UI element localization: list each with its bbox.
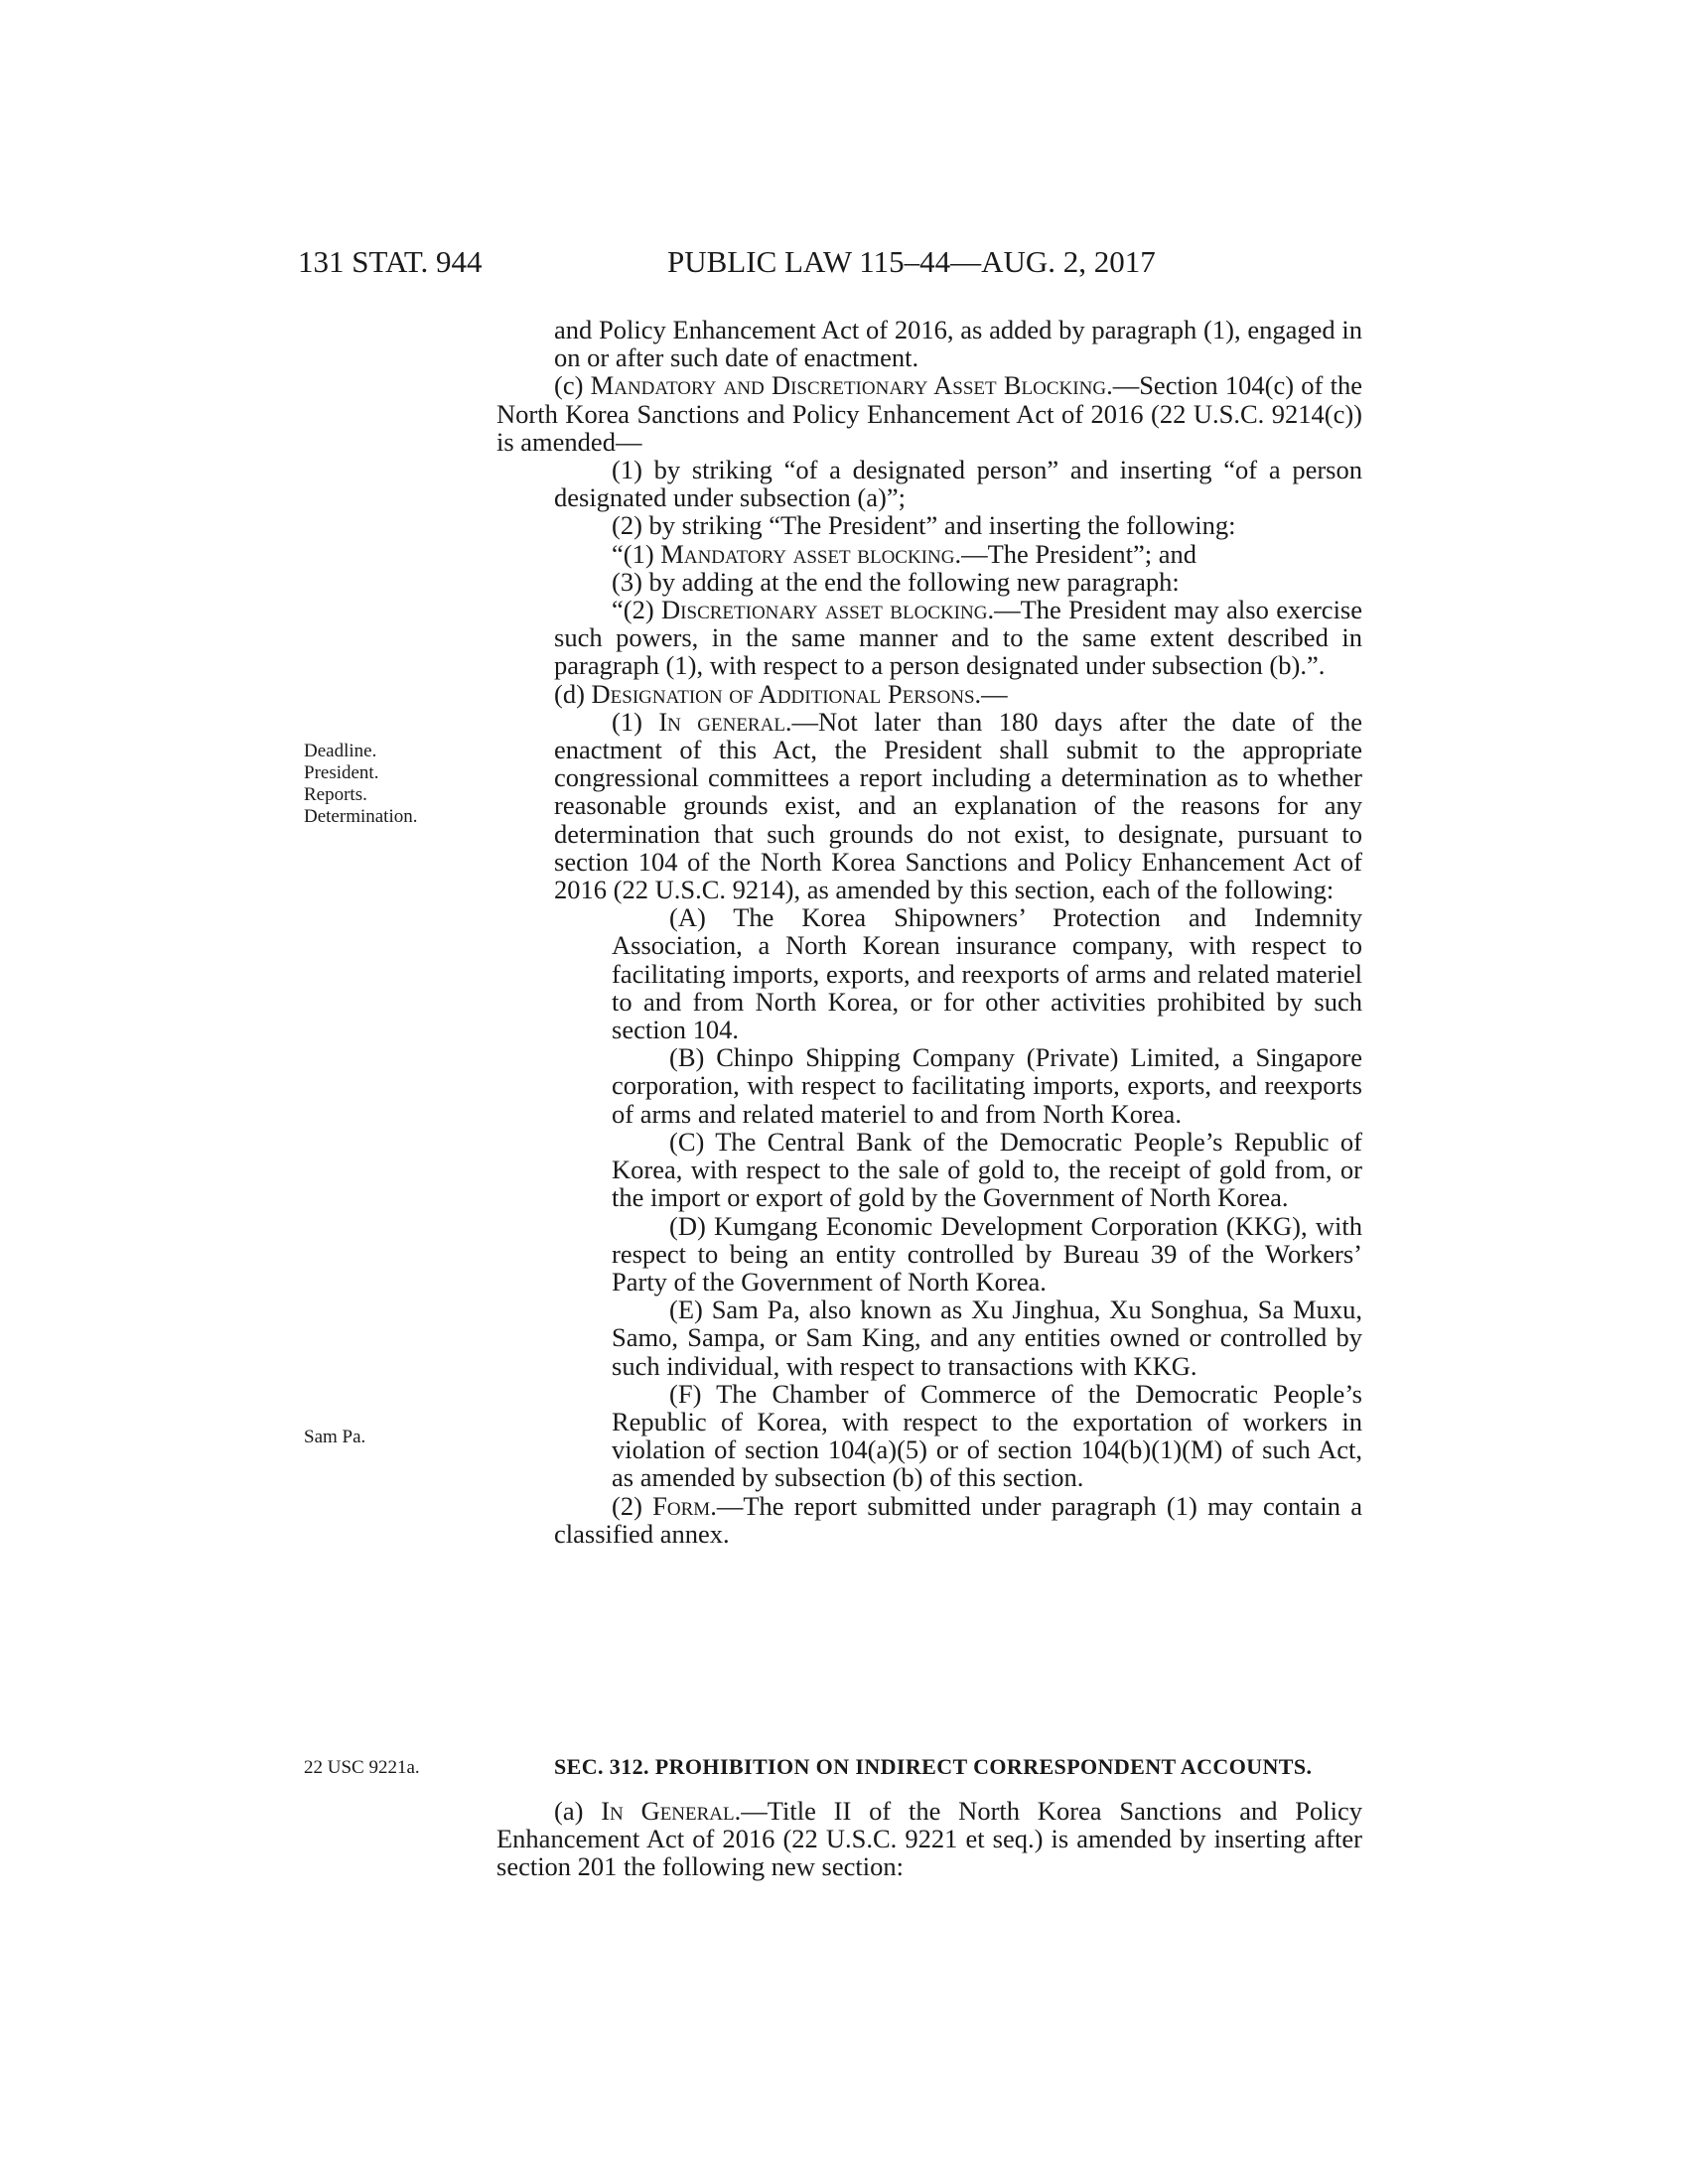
paragraph-d1: (1) In general.—Not later than 180 days after the date of the enactment of this Act, the President shall submit to the appropriate congressional committees a report including a determination as to whether reasonable grounds exist, and an explanation of the reasons for any determination that such grounds do not exist, to designate, pursuant to section 104 of the North Korea Sanctions and Policy Enhancement Act of 2016 (22 U.S.C. 9214), as amended by this section, each of the following: <box>554 706 1362 905</box>
paragraph-d: (d) Designation of Additional Persons.— <box>554 678 1008 709</box>
running-header: PUBLIC LAW 115–44—AUG. 2, 2017 <box>667 244 1156 279</box>
margin-note-sam-pa: Sam Pa. <box>304 1427 366 1447</box>
item-c: (C) The Central Bank of the Democratic People’s Republic of Korea, with respect to the sale of gold to, the receipt of gold from, or the import or export of gold by the Government of North Korea. <box>612 1126 1362 1213</box>
item-a: (A) The Korea Shipowners’ Protection and Indemnity Association, a North Korean insurance company, with respect to facilitating imports, exports, and reexports of arms and related materiel to and from North Korea, or for other activities prohibited by such section 104. <box>612 902 1362 1045</box>
margin-note-line: Reports. <box>304 784 367 805</box>
paragraph-c3-insert: “(2) Discretionary asset blocking.—The President may also exercise such powers, in the same manner and to the same extent described in paragraph (1), with respect to a person designated under subsection (b).”. <box>554 595 1363 681</box>
paragraph-c2-insert: “(1) Mandatory asset blocking.—The President”; and <box>612 538 1197 569</box>
paragraph-a: (a) In General.—Title II of the North Korea Sanctions and Policy Enhancement Act of 2016 (22 U.S.C. 9221 et seq.) is amended by inserting after section 201 the following new section: <box>496 1796 1362 1882</box>
paragraph-d2: (2) Form.—The report submitted under paragraph (1) may contain a classified annex. <box>554 1490 1362 1549</box>
item-d: (D) Kumgang Economic Development Corporation (KKG), with respect to being an entity controlled by Bureau 39 of the Workers’ Party of the Government of North Korea. <box>612 1210 1362 1297</box>
page-stat-number: 131 STAT. 944 <box>298 244 483 279</box>
section-312-body <box>496 1797 1362 1881</box>
section-heading: SEC. 312. PROHIBITION ON INDIRECT CORRESPONDENT ACCOUNTS. <box>554 1754 1313 1779</box>
item-f: (F) The Chamber of Commerce of the Democratic People’s Republic of Korea, with respect to the exportation of workers in violation of section 104(a)(5) or of section 104(b)(1)(M) of such Act, as amended by subsection (b) of this section. <box>612 1378 1362 1493</box>
paragraph-c2: (2) by striking “The President” and inserting the following: <box>612 510 1236 541</box>
margin-note-deadline <box>304 741 418 828</box>
paragraph: and Policy Enhancement Act of 2016, as added by paragraph (1), engaged in on or after such date of enactment. <box>554 315 1362 373</box>
margin-note-usc: 22 USC 9221a. <box>304 1757 420 1778</box>
item-b: (B) Chinpo Shipping Company (Private) Limited, a Singapore corporation, with respect to facilitating imports, exports, and reexports of arms and related materiel to and from North Korea. <box>612 1042 1362 1129</box>
paragraph-c3: (3) by adding at the end the following new paragraph: <box>612 566 1180 597</box>
item-e: (E) Sam Pa, also known as Xu Jinghua, Xu Songhua, Sa Muxu, Samo, Sampa, or Sam King, and any entities owned or controlled by such individual, with respect to transactions with KKG. <box>612 1295 1362 1381</box>
margin-note-line: Determination. <box>304 806 418 827</box>
paragraph-c1: (1) by striking “of a designated person” and inserting “of a person designated under subsection (a)”; <box>554 455 1362 513</box>
margin-note-line: Deadline. <box>304 741 377 761</box>
paragraph-c: (c) Mandatory and Discretionary Asset Blocking.—Section 104(c) of the North Korea Sanctions and Policy Enhancement Act of 2016 (22 U.S.C. 9214(c)) is amended— <box>496 370 1362 457</box>
margin-note-line: President. <box>304 762 379 783</box>
statute-body <box>496 316 1362 1548</box>
